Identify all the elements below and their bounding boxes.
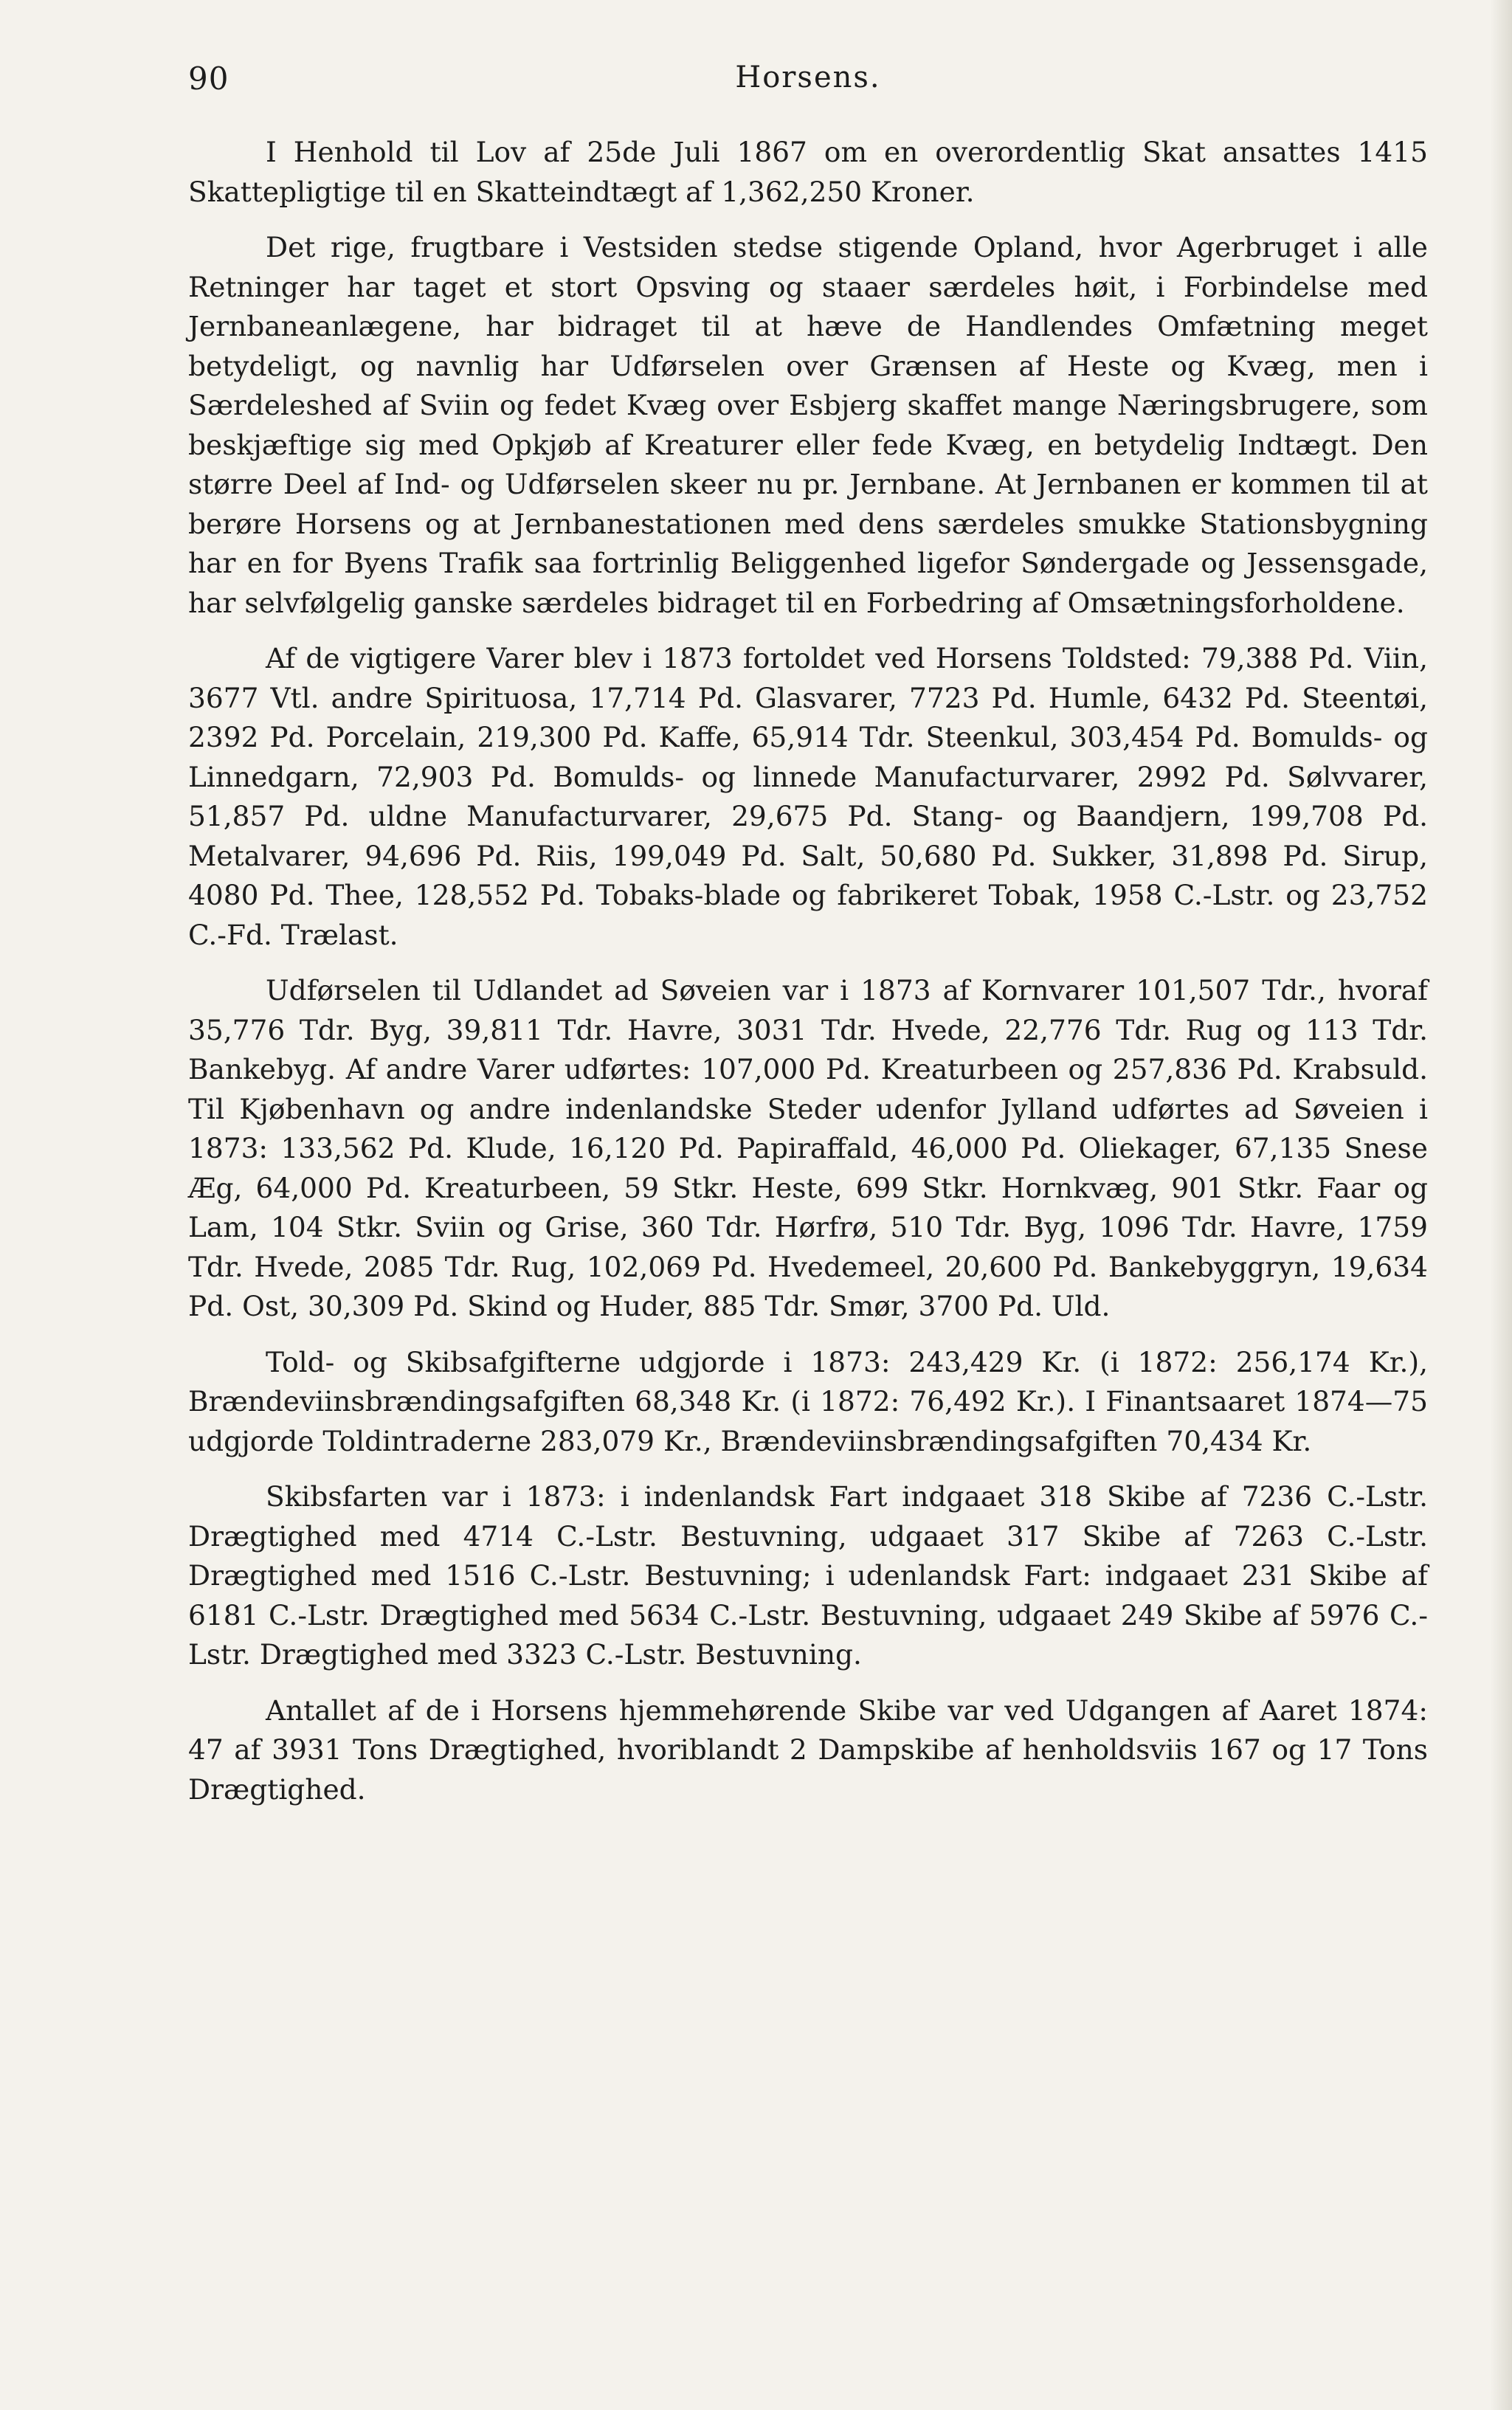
page-number: 90 (188, 61, 229, 97)
paragraph-opland: Det rige, frugtbare i Vestsiden stedse stigende Opland, hvor Agerbruget i alle Retninger har taget et stort Opsving og staaer særdeles høit, i Forbindelse med Jernbaneanlægene, har bidraget til at hæve de Handlendes Omfætning meget betydeligt, og navnlig har Udførselen over Grænsen af Heste og Kvæg, men i Særdeleshed af Sviin og fedet Kvæg over Esbjerg skaffet mange Næringsbrugere, som beskjæftige sig med Opkjøb af Kreaturer eller fede Kvæg, en betydelig Indtægt. Den større Deel af Ind- og Udførselen skeer nu pr. Jernbane. At Jernbanen er kommen til at berøre Horsens og at Jernbanestationen med dens særdeles smukke Stationsbygning har en for Byens Trafik saa fortrinlig Beliggenhed ligefor Søndergade og Jessensgade, har selvfølgelig ganske særdeles bidraget til en Forbedring af Omsætningsforholdene. (188, 231, 1428, 619)
running-title: Horsens. (735, 61, 881, 94)
paragraph-antal-skibe: Antallet af de i Horsens hjemmehørende Skibe var ved Udgangen af Aaret 1874: 47 af 3931 Tons Drægtighed, hvoriblandt 2 Dampskibe af henholdsviis 167 og 17 Tons Drægtighed. (188, 1693, 1428, 1806)
paragraph-udfoersel: Udførselen til Udlandet ad Søveien var i 1873 af Kornvarer 101,507 Tdr., hvoraf 35,776 Tdr. Byg, 39,811 Tdr. Havre, 3031 Tdr. Hvede, 22,776 Tdr. Rug og 113 Tdr. Bankebyg. Af andre Varer udførtes: 107,000 Pd. Kreaturbeen og 257,836 Pd. Krabsuld. Til Kjøbenhavn og andre indenlandske Steder udenfor Jylland udførtes ad Søveien i 1873: 133,562 Pd. Klude, 16,120 Pd. Papiraffald, 46,000 Pd. Oliekager, 67,135 Snese Æg, 64,000 Pd. Kreaturbeen, 59 Stkr. Heste, 699 Stkr. Hornkvæg, 901 Stkr. Faar og Lam, 104 Stkr. Sviin og Grise, 360 Tdr. Hørfrø, 510 Tdr. Byg, 1096 Tdr. Havre, 1759 Tdr. Hvede, 2085 Tdr. Rug, 102,069 Pd. Hvedemeel, 20,600 Pd. Bankebyggryn, 19,634 Pd. Ost, 30,309 Pd. Skind og Huder, 885 Tdr. Smør, 3700 Pd. Uld. (188, 974, 1428, 1322)
paragraph-told-afgifter: Told- og Skibsafgifterne udgjorde i 1873: 243,429 Kr. (i 1872: 256,174 Kr.), Brændeviinsbrændingsafgiften 68,348 Kr. (i 1872: 76,492 Kr.). I Finantsaaret 1874—75 udgjorde Toldintraderne 283,079 Kr., Brændeviinsbrændingsafgiften 70,434 Kr. (188, 1345, 1428, 1457)
paragraph-skibsfart: Skibsfarten var i 1873: i indenlandsk Fart indgaaet 318 Skibe af 7236 C.-Lstr. Drægtighed med 4714 C.-Lstr. Bestuvning, udgaaet 317 Skibe af 7263 C.-Lstr. Drægtighed med 1516 C.-Lstr. Bestuvning; i udenlandsk Fart: indgaaet 231 Skibe af 6181 C.-Lstr. Drægtighed med 5634 C.-Lstr. Bestuvning, udgaaet 249 Skibe af 5976 C.-Lstr. Drægtighed med 3323 C.-Lstr. Bestuvning. (188, 1480, 1428, 1671)
page-header (188, 61, 1428, 105)
body-text (188, 133, 1428, 1826)
page-edge (1490, 0, 1512, 2410)
paragraph-fortoldet: Af de vigtigere Varer blev i 1873 fortoldet ved Horsens Toldsted: 79,388 Pd. Viin, 3677 Vtl. andre Spirituosa, 17,714 Pd. Glasvarer, 7723 Pd. Humle, 6432 Pd. Steentøi, 2392 Pd. Porcelain, 219,300 Pd. Kaffe, 65,914 Tdr. Steenkul, 303,454 Pd. Bomulds- og Linnedgarn, 72,903 Pd. Bomulds- og linnede Manufacturvarer, 2992 Pd. Sølvvarer, 51,857 Pd. uldne Manufacturvarer, 29,675 Pd. Stang- og Baandjern, 199,708 Pd. Metalvarer, 94,696 Pd. Riis, 199,049 Pd. Salt, 50,680 Pd. Sukker, 31,898 Pd. Sirup, 4080 Pd. Thee, 128,552 Pd. Tobaks-blade og fabrikeret Tobak, 1958 C.-Lstr. og 23,752 C.-Fd. Trælast. (188, 642, 1428, 951)
paragraph-skat: I Henhold til Lov af 25de Juli 1867 om en overordentlig Skat ansattes 1415 Skattepligtige til en Skatteindtægt af 1,362,250 Kroner. (188, 136, 1428, 208)
